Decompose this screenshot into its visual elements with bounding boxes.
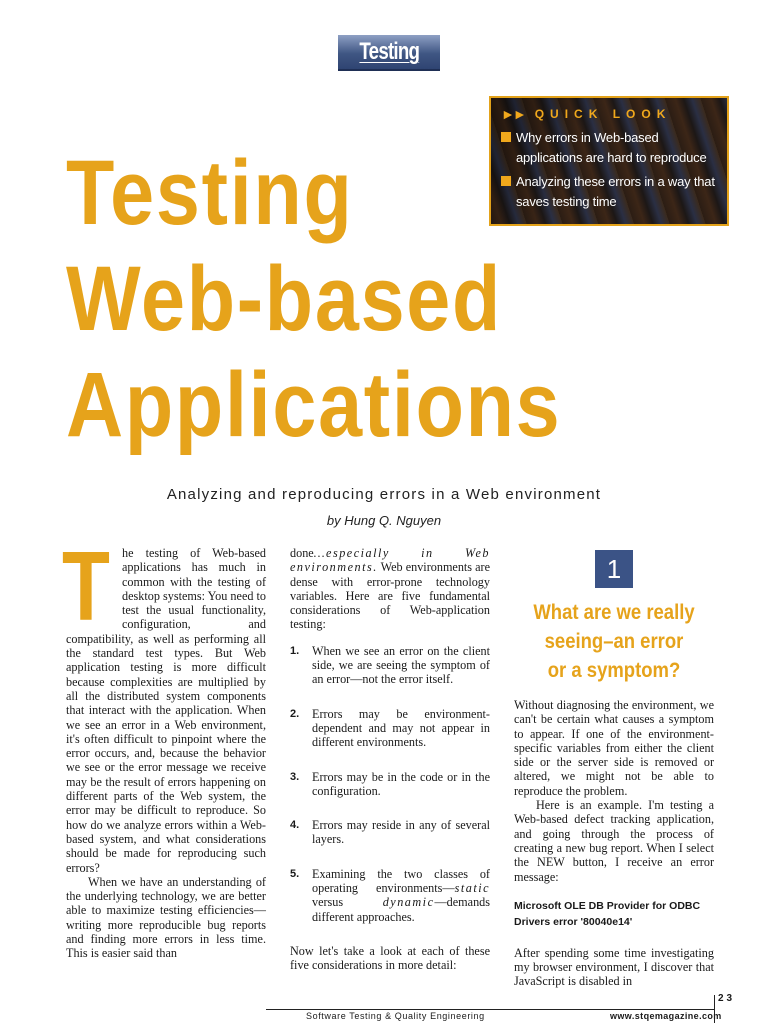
list-item [290,818,490,847]
quick-look-heading [501,106,719,122]
list-text [312,867,490,924]
column-3 [514,546,714,989]
double-arrow-icon: ►► [501,106,525,122]
list-text: Errors may be environment-dependent and may not appear in different environments. [312,706,490,750]
headline-line-1: Testing [66,142,354,244]
footer-journal-name: Software Testing & Quality Engineering [306,1011,485,1021]
emphasis-text: dynamic [382,895,435,910]
emphasis-text: static [454,881,490,896]
article-byline: by Hung Q. Nguyen [326,513,442,528]
paragraph: Now let's take a look at each of these five considerations in more detail: [290,943,490,973]
list-text: Errors may reside in any of several layers. [312,818,490,847]
list-item [290,770,490,799]
list-item [290,707,490,750]
paragraph [290,546,490,632]
quick-look-item-text: Why errors in Web-based applications are hard to reproduce [516,130,707,165]
list-item [290,867,490,924]
headline-line-3: Applications [66,354,562,456]
section-number-badge: 1 [595,550,633,588]
list-text-part: versus [312,895,383,910]
paragraph: Here is an example. I'm testing a Web-based defect tracking application, and going through the process of creating a new bug report. When I select the NEW button, I receive an error message: [514,798,714,884]
emphasis-text: …especially in Web environments. [290,546,490,575]
quick-look-item-text: Analyzing these errors in a way that saves testing time [516,174,715,209]
list-text: Errors may be in the code or in the configuration. [312,769,490,798]
section-heading [514,598,714,685]
list-number: 5. [290,867,300,880]
error-message-line: Drivers error '80040e14' [514,915,633,928]
paragraph: Without diagnosing the environment, we can't be certain what causes a symptom to appear. If one of the environment-specific variables from either the client side or the server side is removed or altered, we might not be able to reproduce the problem. [514,698,714,798]
list-text-part: —demands different approaches. [312,895,490,924]
paragraph: he testing of Web-based applications has much in common with the testing of desktop systems: You need to test the usual functionality, configuration, and compatibility, as well as performing all the standard test types. But Web application testing is more difficult because complexities are multiplied by all the distributed system components that interact with the application. When we see an error in a Web environment, it's often difficult to pinpoint where the error occurs, and, because the behavior we see or the error message we receive may be the result of errors happening on different parts of the Web system, the error may be difficult to reproduce. So how do we analyze errors within a Web-based system, and what considerations should be made for reproducing such errors? [66,546,266,875]
considerations-list [290,644,490,924]
section-tag-label: Testing [359,38,419,65]
footer-divider [266,1009,715,1010]
list-text-part: Examining the two classes of operating environments— [312,866,490,896]
column-1 [62,531,266,961]
list-text: When we see an error on the client side, we are seeing the symptom of an error—not the error itself. [312,643,490,687]
error-message-line: Microsoft OLE DB Provider for ODBC [514,899,701,912]
section-heading-line: seeing–an error [544,630,684,653]
list-item [290,644,490,687]
footer-url: www.stqemagazine.com [610,1011,722,1021]
paragraph: After spending some time investigating my browser environment, I discover that JavaScript is disabled in [514,945,714,989]
paragraph: When we have an understanding of the underlying technology, we are better able to maximize testing efficiencies—writing more reproducible bug reports and finding more errors in less time. This is easier said than [66,874,266,961]
section-heading-line: What are we really [533,601,695,624]
list-number: 3. [290,770,300,783]
list-number: 4. [290,819,300,832]
section-heading-line: or a symptom? [547,659,681,682]
section-tag [338,35,440,71]
headline-line-2: Web-based [66,248,503,350]
quick-look-title: QUICK LOOK [534,107,672,121]
drop-cap: T [62,531,110,641]
column-2 [290,546,490,973]
intro-rest: Web environments are dense with error-prone technology variables. Here are five fundamental considerations of Web-application testing: [290,560,490,632]
error-message [514,898,714,930]
page-number: 23 [718,993,736,1004]
article-headline [66,140,626,458]
list-number: 1. [290,644,300,657]
article-subtitle: Analyzing and reproducing errors in a Web environment [166,486,602,503]
intro-start: done [290,546,314,560]
list-number: 2. [290,707,300,720]
